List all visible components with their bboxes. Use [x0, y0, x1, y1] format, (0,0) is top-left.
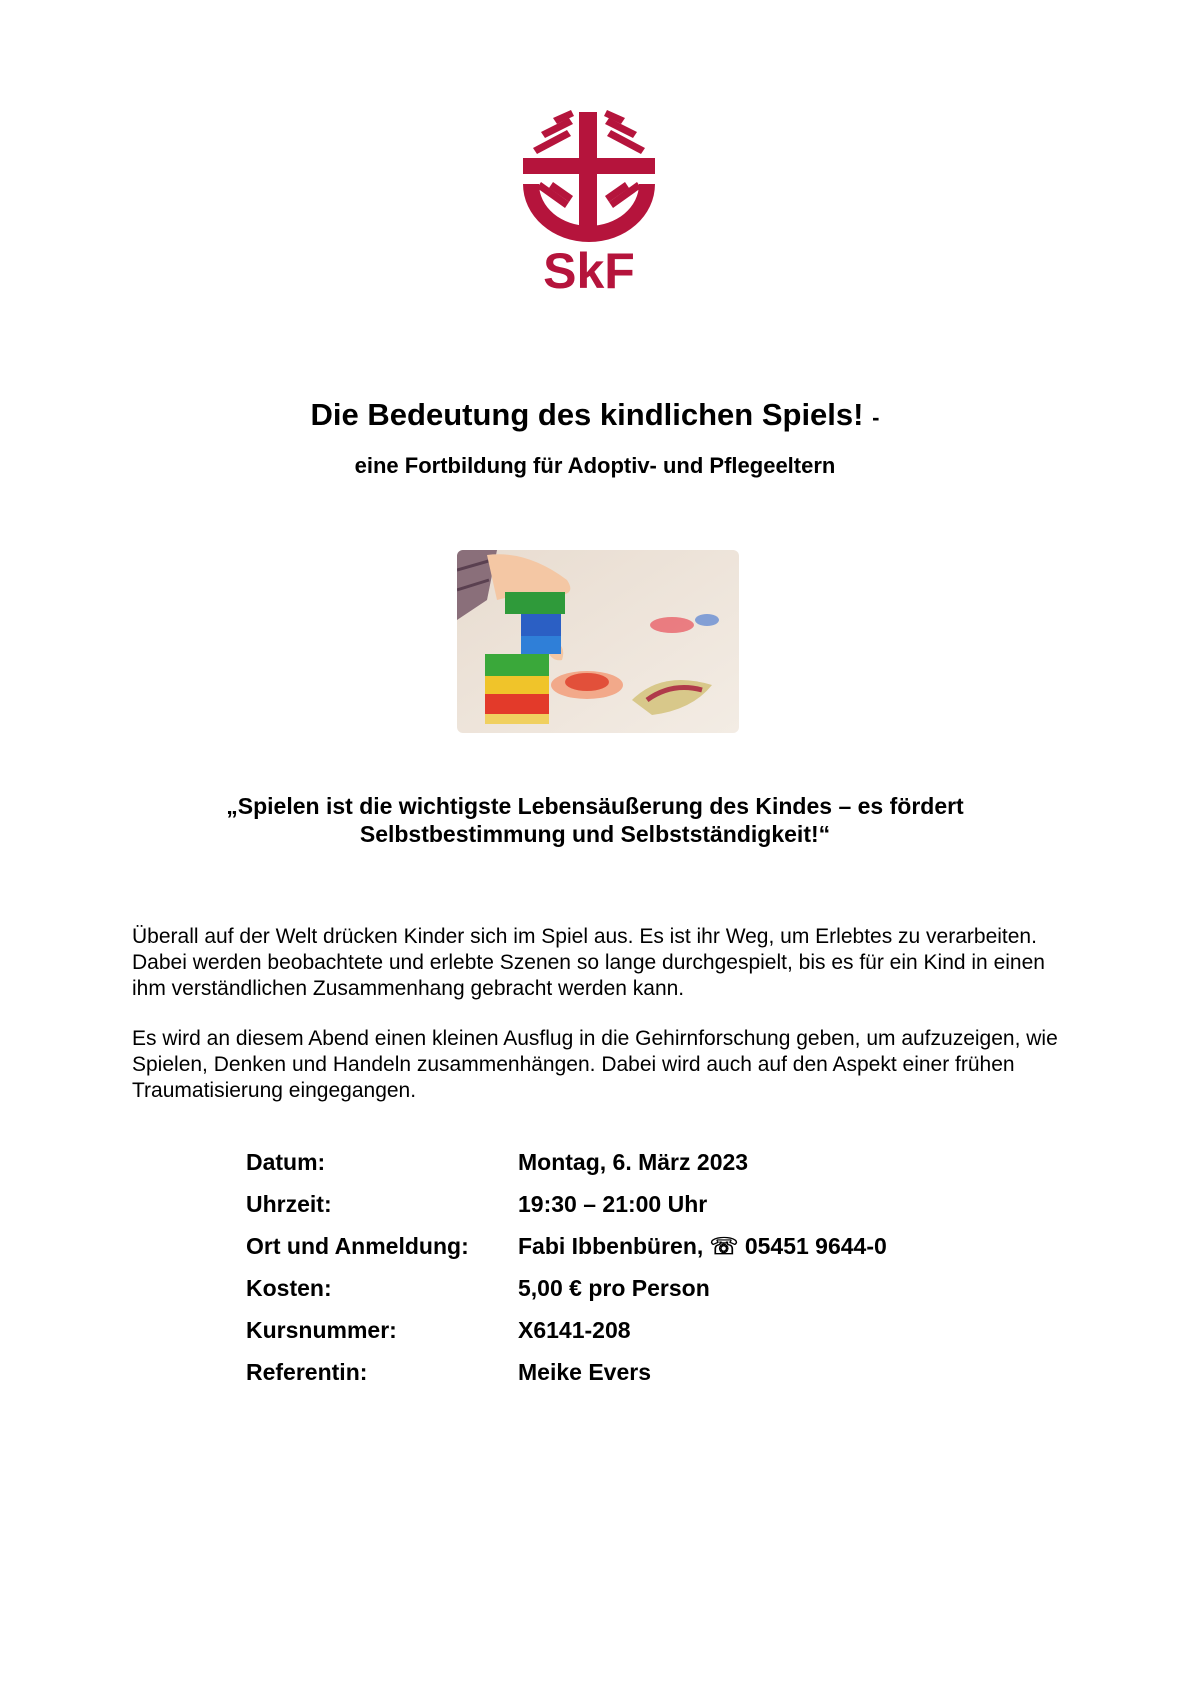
quote: [130, 792, 1060, 848]
detail-value: X6141-208: [518, 1317, 631, 1343]
detail-label: Kosten:: [246, 1275, 332, 1301]
detail-label: Kursnummer:: [246, 1317, 397, 1343]
title-text: Die Bedeutung des kindlichen Spiels!: [310, 397, 864, 432]
detail-value: 19:30 – 21:00 Uhr: [518, 1191, 708, 1217]
detail-label: Datum:: [246, 1149, 326, 1175]
skf-emblem-icon: [519, 108, 659, 300]
detail-value: Montag, 6. März 2023: [518, 1149, 749, 1175]
page-title: [0, 395, 1190, 438]
detail-value: Meike Evers: [518, 1359, 651, 1385]
title-suffix: -: [872, 405, 880, 430]
paragraph-details: Es wird an diesem Abend einen kleinen Ausflug in die Gehirnforschung geben, um aufzuzeigen, wie Spielen, Denken und Handeln zusammenhängen. Dabei wird auch auf den Aspekt einer frühen Traumatisierung eingegangen.: [132, 1027, 1058, 1102]
detail-label: Referentin:: [246, 1359, 368, 1385]
building-blocks-photo: [457, 550, 739, 733]
detail-value: 5,00 € pro Person: [518, 1275, 710, 1301]
skf-logo: [519, 108, 659, 300]
detail-label: Ort und Anmeldung:: [246, 1233, 469, 1259]
logo-text: SkF: [543, 243, 635, 299]
paragraph-intro: Überall auf der Welt drücken Kinder sich im Spiel aus. Es ist ihr Weg, um Erlebtes zu verarbeiten. Dabei werden beobachtete und erlebte Szenen so lange durchgespielt, bis es für ein Kind in einen ihm verständlichen Zusammenhang gebracht werden kann.: [132, 925, 1045, 1000]
building-blocks-icon: [457, 550, 739, 733]
quote-line-2: Selbstbestimmung und Selbstständigkeit!“: [359, 821, 831, 847]
detail-value: Fabi Ibbenbüren, ☏ 05451 9644-0: [518, 1233, 887, 1259]
detail-label: Uhrzeit:: [246, 1191, 332, 1217]
quote-line-1: „Spielen ist die wichtigste Lebensäußerung des Kindes – es fördert: [226, 793, 964, 819]
page-subtitle: eine Fortbildung für Adoptiv- und Pflegeeltern: [354, 453, 836, 478]
